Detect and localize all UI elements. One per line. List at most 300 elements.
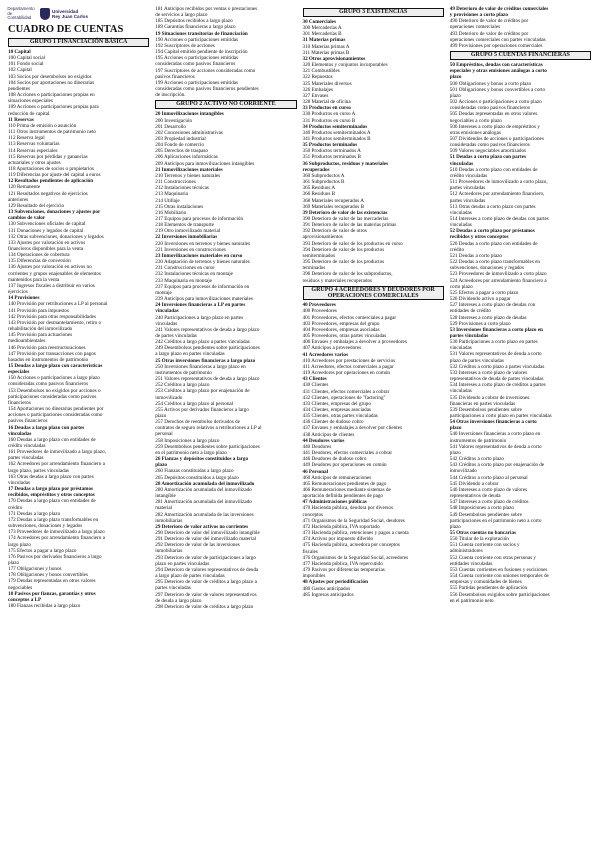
account-line: 410 Acreedores por prestaciones de servicios: [302, 357, 396, 364]
account-line: acciones o participaciones consideradas como: [8, 412, 103, 419]
account-line: residuos y materiales recuperados: [302, 277, 373, 284]
column-3: [303, 6, 444, 842]
account-subgroup-line: 11 Reservas: [8, 116, 34, 123]
account-line: 143 Provisión por desmantelamiento, retiro o: [8, 319, 102, 326]
account-line: 310 Materias primas A: [302, 43, 350, 50]
account-subgroup-line: recibidos y otros conceptos: [449, 234, 509, 241]
account-line: 205 Derechos de traspaso: [155, 148, 208, 155]
account-line: 255 Activos por derivados financieros a largo: [155, 406, 249, 413]
account-line: 129 Resultado del ejercicio: [8, 202, 65, 209]
account-line: 257 Derechos de reembolso derivados de: [155, 419, 240, 426]
account-line: consideradas como pasivos financieros: [8, 381, 89, 388]
account-line: de partes vinculadas: [155, 332, 197, 339]
account-line: plazo: [449, 523, 461, 530]
account-line: 472 Hacienda pública, IVA soportado: [302, 523, 380, 530]
account-line: 501 Obligaciones y bonos convertibles a corto: [449, 86, 546, 93]
account-line: 475 Hacienda pública, acreedora por conceptos: [302, 542, 400, 549]
account-line: 479 Pasivos por diferencias temporarias: [302, 567, 385, 574]
account-line: 221 Inversiones en construcciones: [155, 246, 226, 253]
account-line: 242 Créditos a largo plazo a partes vinculadas: [155, 339, 250, 346]
department-logo: [8, 6, 34, 22]
account-line: 543 Créditos a corto plazo por enajenación de: [449, 462, 545, 469]
account-subgroup-line: 28 Amortización acumulada del inmovilizado: [155, 480, 255, 487]
account-line: 211 Construcciones: [155, 179, 196, 186]
account-line: 549 Desembolsos pendientes sobre: [449, 511, 522, 518]
account-subgroup-line: 16 Deudas a largo plazo con partes: [8, 424, 85, 431]
account-line: 510 Deudas a corto plazo con entidades de: [449, 166, 538, 173]
account-line: 297 Deterioro de valor de valores representativos: [155, 591, 257, 598]
columns: [8, 6, 591, 842]
account-line: 212 Instalaciones técnicas: [155, 185, 209, 192]
account-line: 525 Efectos a pagar a corto plazo: [449, 289, 519, 296]
account-line: reducción de capital: [8, 110, 50, 117]
account-line: 449 Deudores por operaciones en común: [302, 462, 387, 469]
account-line: 505 Deudas representadas en otros valores: [449, 111, 538, 118]
account-line: 509 Valores negociables amortizados: [449, 148, 527, 155]
account-line: instrumentos de patrimonio: [155, 369, 212, 376]
logo-line-2: Contabilidad: [7, 15, 32, 21]
account-line: participaciones a corto plazo en partes vinculadas: [449, 413, 552, 419]
account-line: 174 Acreedores por arrendamiento financiero a: [8, 535, 105, 542]
account-line: 322 Repuestos: [302, 74, 333, 81]
account-line: mantenidos para la venta: [8, 276, 60, 283]
account-line: 111 Otros instrumentos de patrimonio neto: [8, 129, 96, 136]
account-line: inmobiliarias: [155, 548, 183, 555]
account-line: contratos de seguro relativos a retribuciones a LP al: [155, 425, 262, 432]
account-line: pendientes: [8, 85, 30, 92]
account-line: instrumentos de patrimonio: [449, 437, 507, 444]
account-line: 108 Acciones o participaciones propias en: [8, 92, 95, 99]
account-line: operaciones comerciales con partes vinculadas: [449, 36, 546, 43]
university-line-2: Rey Juan Carlos: [52, 14, 88, 19]
account-line: 206 Aplicaciones informáticas: [155, 154, 218, 161]
account-subgroup-line: 15 Deudas a largo plazo con características: [8, 362, 103, 369]
account-line: 470 Hacienda pública, deudora por diversos: [302, 505, 394, 512]
account-subgroup-line: 25 Otras inversiones financieras a largo plazo: [155, 357, 256, 364]
account-line: 294 Deterioro de valores representativos de deuda: [155, 566, 259, 573]
account-line: 293 Deterioro de valor de participaciones a largo: [155, 554, 256, 561]
account-line: 476 Organismos de la Seguridad Social, acreedores: [302, 554, 409, 561]
account-line: 552 Cuenta corriente con otras personas y: [449, 554, 536, 561]
account-line: 499 Provisiones por operaciones comerciales: [449, 42, 543, 49]
account-subgroup-line: plazo: [449, 425, 462, 432]
account-line: 391 Deterioro de valor de las materias primas: [302, 222, 397, 229]
account-line: 553 Cuentas corrientes en fusiones y escisiones: [449, 566, 548, 573]
account-line: inmobiliarias: [155, 517, 183, 524]
account-line: terminados: [302, 265, 326, 272]
account-subgroup-line: 43 Clientes: [302, 376, 327, 383]
account-line: 147 Provisión por transacciones con pagos: [8, 350, 96, 357]
account-line: 435 Clientes, otras partes vinculadas: [302, 413, 378, 420]
account-line: inmovilizado: [449, 468, 477, 475]
account-line: 145 Provisión para actuaciones: [8, 332, 73, 339]
account-line: 114 Reservas especiales: [8, 147, 58, 154]
account-line: 548 Imposiciones a corto plazo: [449, 505, 514, 512]
account-line: 171 Deudas a largo plazo: [8, 510, 61, 517]
account-line: 181 Anticipos recibidos por ventas o prestaciones: [155, 6, 258, 12]
account-subgroup-line: 47 Administraciones públicas: [302, 499, 367, 506]
account-line: 142 Provisión para otras responsabilidades: [8, 313, 96, 320]
account-line: 521 Deudas a corto plazo: [449, 252, 502, 259]
account-line: 361 Subproductos B: [302, 179, 345, 186]
account-line: 534 Intereses a corto plazo de créditos a partes: [449, 382, 546, 389]
column-2: [155, 6, 296, 842]
account-subgroup-line: vinculadas: [449, 160, 474, 167]
account-line: 201 Desarrollo: [155, 123, 186, 130]
account-line: 531 Valores representativos de deuda a corto: [449, 351, 542, 358]
account-line: 394 Deterioro de valor de los productos: [302, 246, 385, 253]
account-subgroup-line: especiales: [8, 369, 30, 376]
account-line: 102 Capital: [8, 67, 32, 74]
account-line: 180 Fianzas recibidas a largo plazo: [8, 603, 81, 610]
account-line: 542 Créditos a corto plazo: [449, 456, 504, 463]
account-line: 544 Créditos a corto plazo al personal: [449, 474, 528, 481]
account-line: 115 Reservas por pérdidas y ganancias: [8, 153, 88, 160]
account-subgroup-line: 10 Capital: [8, 49, 31, 55]
account-line: 500 Obligaciones y bonos a corto plazo: [449, 80, 532, 87]
account-line: 197 Suscriptores de acciones consideradas como: [155, 67, 256, 74]
account-line: 327 Envases: [302, 92, 329, 99]
account-line: 204 Fondo de comercio: [155, 142, 204, 149]
account-line: a largo plazo en partes vinculadas: [155, 351, 225, 358]
account-line: en el patrimonio neto: [449, 597, 494, 604]
account-line: 170 Deudas a largo plazo con entidades de: [8, 498, 96, 505]
page-title: CUADRO DE CUENTAS: [8, 24, 124, 35]
account-subgroup-line: 55 Otras cuentas no bancarias: [449, 529, 517, 536]
account-line: medioambientales: [8, 338, 46, 345]
group-heading: GRUPO 3 EXISTENCIAS: [303, 8, 444, 17]
account-line: pasivos financieros: [155, 73, 195, 80]
account-line: 490 Deterioro de valor de créditos por: [449, 18, 529, 25]
account-line: 365 Residuos A: [302, 185, 336, 192]
account-line: 215 Otras instalaciones: [155, 203, 204, 210]
account-line: 527 Intereses a corto plazo de deudas con: [449, 302, 536, 309]
group-heading: GRUPO 1 FINANCIACIÓN BÁSICA: [8, 38, 149, 47]
account-line: situaciones especiales: [8, 98, 53, 105]
account-line: 100 Capital social: [8, 55, 46, 62]
account-line: 431 Clientes, efectos comerciales a cobrar: [302, 388, 390, 395]
account-line: 360 Subproductos A: [302, 172, 345, 179]
account-line: vinculadas: [449, 222, 472, 229]
account-line: 214 Utillaje: [155, 197, 180, 204]
account-subgroup-line: cambios de valor: [8, 215, 46, 222]
account-line: 325 Materiales diversos: [302, 80, 352, 87]
account-line: vinculadas: [449, 388, 472, 395]
account-line: 393 Deterioro de valor de los productos en curso: [302, 240, 403, 247]
account-subgroup-line: 39 Deterioro de valor de las existencias: [302, 209, 388, 216]
account-line: 533 Intereses a corto plazo de valores: [449, 369, 528, 376]
account-line: 405 Proveedores, otras partes vinculadas: [302, 333, 387, 340]
account-line: 282 Amortización acumulada de las inversiones: [155, 511, 254, 518]
account-line: 241 Valores representativos de deuda a largo plazo: [155, 326, 260, 333]
account-line: 395 Deterioro de valor de los productos: [302, 259, 385, 266]
account-subgroup-line: 26 Fianzas y depósitos constituidos a largo: [155, 456, 249, 463]
account-line: partes vinculadas: [449, 185, 486, 192]
account-line: 220 Inversiones en terrenos y bienes naturales: [155, 240, 251, 247]
account-line: subvenciones, donaciones y legados: [8, 523, 83, 530]
column-4: [450, 6, 591, 842]
account-line: 520 Deudas a corto plazo con entidades de: [449, 240, 538, 247]
account-subgroup-line: 36 Subproductos, residuos y materiales: [302, 160, 389, 167]
account-line: plazo en partes vinculadas: [155, 560, 210, 567]
account-subgroup-line: 23 Inmovilizaciones materiales en curso: [155, 252, 243, 259]
account-subgroup-line: partes vinculadas: [449, 332, 489, 339]
account-line: basados en instrumentos de patrimonio: [8, 356, 89, 363]
account-line: consideradas como pasivos financieros: [449, 142, 530, 149]
account-subgroup-line: 12 Resultados pendientes de aplicación: [8, 178, 94, 185]
university-logo: [40, 8, 88, 20]
account-subgroup-line: 46 Personal: [302, 468, 329, 475]
account-subgroup-line: plazo: [449, 74, 462, 81]
account-line: 502 Acciones o participaciones a corto plazo: [449, 99, 542, 106]
account-line: 213 Maquinaria: [155, 191, 188, 198]
account-line: 210 Terrenos y bienes naturales: [155, 172, 221, 179]
account-line: 119 Diferencias por ajuste del capital a euros: [8, 172, 101, 179]
account-line: 160 Deudas a largo plazo con entidades de: [8, 436, 96, 443]
group-heading: GRUPO 5 CUENTAS FINANCIERAS: [450, 51, 591, 60]
account-line: 311 Materias primas B: [302, 49, 350, 56]
group-heading: GRUPO 2 ACTIVO NO CORRIENTE: [155, 100, 296, 109]
account-line: 192 Suscriptores de acciones: [155, 42, 215, 49]
account-line: montaje: [155, 289, 172, 296]
account-line: 130 Subvenciones oficiales de capital: [8, 221, 86, 228]
account-line: 524 Acreedores por arrendamiento financiero a: [449, 277, 547, 284]
account-line: 368 Materiales recuperados A: [302, 197, 365, 204]
university-emblem-icon: [40, 8, 50, 20]
account-line: 190 Acciones o participaciones emitidas: [155, 36, 239, 43]
account-line: 392 Deterioro de valor de otros: [302, 228, 367, 235]
account-line: 321 Combustibles: [302, 68, 340, 75]
account-line: 540 Inversiones financieras a corto plazo en: [449, 431, 541, 438]
account-line: plazo: [155, 413, 167, 419]
account-line: 555 Partidas pendientes de aplicación: [449, 585, 528, 592]
account-subgroup-line: 44 Deudores varios: [302, 437, 345, 444]
account-line: 233 Maquinaria en montaje: [155, 277, 212, 284]
account-line: consideradas como pasivos financieros: [155, 61, 236, 68]
account-line: corto plazo: [449, 283, 473, 290]
account-subgroup-line: 18 Pasivos por fianzas, garantías y otros: [8, 590, 96, 597]
account-line: 545 Dividendo a cobrar: [449, 480, 499, 487]
group-heading: GRUPO 4 ACREEDORES Y DEUDORES POR OPERACIONES COMERCIALES: [303, 286, 444, 301]
account-line: 473 Hacienda pública, retenciones y pagos a cuenta: [302, 530, 409, 537]
account-line: 320 Elementos y conjuntos incorporables: [302, 62, 388, 69]
account-line: 292 Deterioro de valor de las inversiones: [155, 542, 240, 549]
account-line: 175 Efectos a pagar a largo plazo: [8, 547, 77, 554]
account-line: 407 Anticipos a proveedores: [302, 345, 362, 352]
account-line: otras emisiones análogas: [449, 129, 501, 136]
account-line: 493 Deterioro de valor de créditos por: [449, 30, 529, 37]
account-line: operaciones comerciales: [449, 24, 501, 31]
account-line: 239 Anticipos para inmovilizaciones materiales: [155, 296, 253, 303]
account-line: 404 Proveedores, empresas asociadas: [302, 326, 380, 333]
account-line: 141 Provisión para impuestos: [8, 307, 69, 314]
account-line: 535 Dividendo a cobrar de inversiones: [449, 394, 530, 401]
account-line: aportación definida pendientes de pago: [302, 493, 384, 500]
account-line: 176 Pasivos por derivados financieros a largo: [8, 553, 102, 560]
account-line: 550 Titular de la explotación: [449, 536, 509, 543]
account-line: 112 Reserva legal: [8, 135, 45, 142]
account-line: de servicios a largo plazo: [155, 12, 208, 19]
account-line: 546 Intereses a corto plazo de valores: [449, 486, 528, 493]
account-line: plazo de partes vinculadas: [449, 357, 504, 364]
account-subgroup-line: 49 Deterioro de valor de créditos comerciales: [449, 6, 549, 12]
account-line: 471 Organismos de la Seguridad Social, deudores: [302, 517, 405, 524]
account-line: pasivos financieros: [8, 418, 48, 425]
account-line: 532 Créditos a corto plazo a partes vinculadas: [449, 363, 545, 370]
account-line: 281 Amortización acumulada del inmovilizado: [155, 499, 252, 506]
account-line: 512 Acreedores por arrendamiento financiero,: [449, 191, 545, 198]
account-line: 177 Obligaciones y bonos: [8, 566, 62, 573]
account-subgroup-line: 52 Deudas a corto plazo por préstamos: [449, 228, 535, 235]
account-line: 250 Inversiones financieras a largo plazo en: [155, 363, 246, 370]
account-subgroup-line: 35 Productos terminados: [302, 142, 358, 149]
account-line: 265 Depósitos constituidos a largo plazo: [155, 474, 239, 481]
account-subgroup-line: 48 Ajustes por periodificación: [302, 579, 368, 586]
account-line: 232 Instalaciones técnicas en montaje: [155, 271, 233, 278]
account-line: 179 Deudas representadas en otros valores: [8, 578, 96, 585]
account-line: 506 Intereses a corto plazo de empréstitos y: [449, 123, 540, 130]
account-line: representativos de deuda: [449, 493, 501, 500]
account-line: 530 Participaciones a corto plazo en partes: [449, 339, 538, 346]
header: [8, 6, 149, 22]
account-line: partes vinculadas: [8, 455, 44, 462]
account-line: empresas y comunidades de bienes: [449, 579, 522, 586]
account-line: 237 Equipos para procesos de información en: [155, 283, 250, 290]
account-line: 146 Provisión para reestructuraciones: [8, 344, 86, 351]
account-line: 301 Mercaderías B: [302, 31, 342, 38]
account-line: 507 Dividendos de acciones o participaciones: [449, 135, 544, 142]
account-line: 132 Otras subvenciones, donaciones y legados: [8, 233, 104, 240]
account-line: vinculadas: [8, 479, 30, 486]
account-line: en el patrimonio neto a largo plazo: [155, 449, 227, 456]
account-line: 254 Créditos a largo plazo al personal: [155, 400, 234, 407]
account-line: 419 Acreedores por operaciones en común: [302, 370, 391, 377]
account-subgroup-line: 41 Acreedores varios: [302, 351, 348, 358]
account-line: 121 Resultados negativos de ejercicios: [8, 190, 88, 197]
account-line: participaciones consideradas como pasivos: [8, 393, 97, 400]
account-line: 480 Gastos anticipados: [302, 585, 351, 592]
account-line: corrientes y grupos enajenables de elementos: [8, 270, 101, 277]
account-line: 135 Diferencias de conversión: [8, 258, 71, 265]
account-subgroup-line: 13 Subvenciones, donaciones y ajustes por: [8, 209, 101, 216]
account-line: 133 Ajustes por valoración en activos: [8, 239, 86, 246]
account-line: 280 Amortización acumulada del inmovilizado: [155, 486, 252, 493]
account-line: crédito vinculadas: [449, 172, 488, 179]
account-line: 551 Cuenta corriente con socios y: [449, 542, 520, 549]
department-logo-mark: [8, 6, 34, 22]
account-line: 441 Deudores, efectos comerciales a cobrar: [302, 450, 393, 457]
account-line: 326 Embalajes: [302, 86, 333, 93]
account-line: 240 Participaciones a largo plazo en partes: [155, 314, 244, 321]
account-line: 529 Provisiones a corto plazo: [449, 320, 511, 327]
account-line: 523 Proveedores de inmovilizado a corto plazo: [449, 271, 547, 278]
account-line: 446 Deudores de dudoso cobro: [302, 456, 367, 463]
account-line: 189 Garantías financieras a largo plazo: [155, 24, 236, 31]
account-line: 485 Ingresos anticipados: [302, 591, 354, 598]
account-line: 477 Hacienda pública, IVA repercutido: [302, 560, 383, 567]
account-line: 140 Provisión por retribuciones a LP al personal: [8, 301, 108, 308]
account-line: 101 Fondo social: [8, 61, 44, 68]
account-line: 219 Otro inmovilizado material: [155, 228, 221, 235]
account-line: 216 Mobiliario: [155, 209, 187, 216]
account-line: 331 Productos en curso B: [302, 117, 356, 124]
account-subgroup-line: 50 Empréstitos, deudas con características: [449, 62, 543, 69]
account-line: semiterminados: [302, 252, 336, 259]
university-line-1: Universidad: [52, 9, 79, 14]
account-subgroup-line: vinculadas: [8, 430, 32, 437]
account-line: negociables: [8, 584, 33, 591]
account-line: 134 Operaciones de cobertura: [8, 252, 70, 259]
account-line: plazo: [449, 449, 461, 456]
account-line: 113 Reservas voluntarias: [8, 141, 60, 148]
account-line: vinculadas: [449, 345, 472, 352]
account-line: 460 Anticipos de remuneraciones: [302, 474, 372, 481]
account-line: 434 Clientes, empresas asociadas: [302, 406, 372, 413]
account-line: 403 Proveedores, empresas del grupo: [302, 320, 380, 327]
account-line: rehabilitación del inmovilizado: [8, 326, 73, 333]
account-line: 260 Fianzas constituidas a largo plazo: [155, 468, 234, 475]
account-line: financieros: [8, 399, 31, 406]
account-line: 465 Remuneraciones pendientes de pago: [302, 480, 387, 487]
account-line: 547 Intereses a corto plazo de créditos: [449, 499, 529, 506]
account-subgroup-line: 54 Otras inversiones financieras a corto: [449, 419, 537, 426]
account-line: anteriores: [8, 196, 29, 203]
account-line: imponibles: [302, 573, 326, 580]
account-line: 406 Envases y embalajes a devolver a proveedores: [302, 339, 407, 346]
account-line: 194 Capital emitido pendiente de inscripción: [155, 49, 248, 56]
account-line: 298 Deterioro de valor de créditos a largo plazo: [155, 603, 254, 610]
account-subgroup-line: especiales y otras emisiones análogas a corto: [449, 68, 547, 75]
account-subgroup-line: 34 Productos semiterminados: [302, 123, 368, 130]
account-line: conceptos: [302, 511, 324, 518]
account-line: partes vinculadas: [155, 585, 191, 592]
account-line: 173 Proveedores de inmovilizado a largo plazo: [8, 529, 105, 536]
account-line: 252 Créditos a largo plazo: [155, 382, 210, 389]
account-line: 366 Residuos B: [302, 191, 336, 198]
account-subgroup-line: 51 Deudas a corto plazo con partes: [449, 154, 526, 161]
account-line: actuariales y otros ajustes: [8, 159, 61, 166]
account-line: administradores: [449, 548, 483, 555]
account-line: 330 Productos en curso A: [302, 111, 356, 118]
account-line: largo plazo: [8, 541, 31, 548]
account-subgroup-line: plazo: [155, 462, 167, 469]
account-subgroup-line: 53 Inversiones financieras a corto plazo en: [449, 326, 543, 333]
account-line: 554 Cuenta corriente con uniones temporales de: [449, 573, 549, 580]
account-line: 154 Aportaciones no dinerarias pendientes por: [8, 406, 104, 413]
account-line: 341 Productos semiterminados B: [302, 135, 371, 142]
account-line: financieras en partes vinculadas: [449, 400, 516, 407]
account-line: 433 Clientes, empresas del grupo: [302, 400, 371, 407]
account-line: 514 Intereses a corto plazo de deudas con partes: [449, 216, 549, 222]
account-line: 411 Acreedores, efectos comerciales a pagar: [302, 363, 394, 370]
account-line: 162 Acreedores por arrendamiento financiero a: [8, 461, 105, 468]
account-subgroup-line: 21 Inmovilizaciones materiales: [155, 166, 223, 173]
account-line: 136 Ajustes por valoración en activos no: [8, 264, 92, 271]
account-line: representativos de deuda de partes vinculadas: [449, 376, 544, 383]
account-subgroup-line: 31 Materias primas: [302, 37, 346, 44]
account-subgroup-line: conceptos a LP: [8, 596, 42, 603]
account-line: crédito vinculadas: [8, 443, 46, 449]
account-line: 511 Proveedores de inmovilizado a corto plazo,: [449, 179, 548, 186]
account-subgroup-line: 24 Inversiones financieras a LP en partes: [155, 302, 246, 309]
account-subgroup-line: 14 Provisiones: [8, 295, 40, 302]
account-line: 258 Imposiciones a largo plazo: [155, 437, 220, 444]
account-line: 396 Deterioro de valor de los subproductos,: [302, 271, 393, 278]
logo-line-1: Departamento de: [7, 5, 35, 16]
account-line: 253 Créditos a largo plazo por enajenación de: [155, 388, 250, 395]
account-line: 217 Equipos para procesos de información: [155, 216, 244, 222]
account-line: 400 Proveedores: [302, 308, 337, 315]
